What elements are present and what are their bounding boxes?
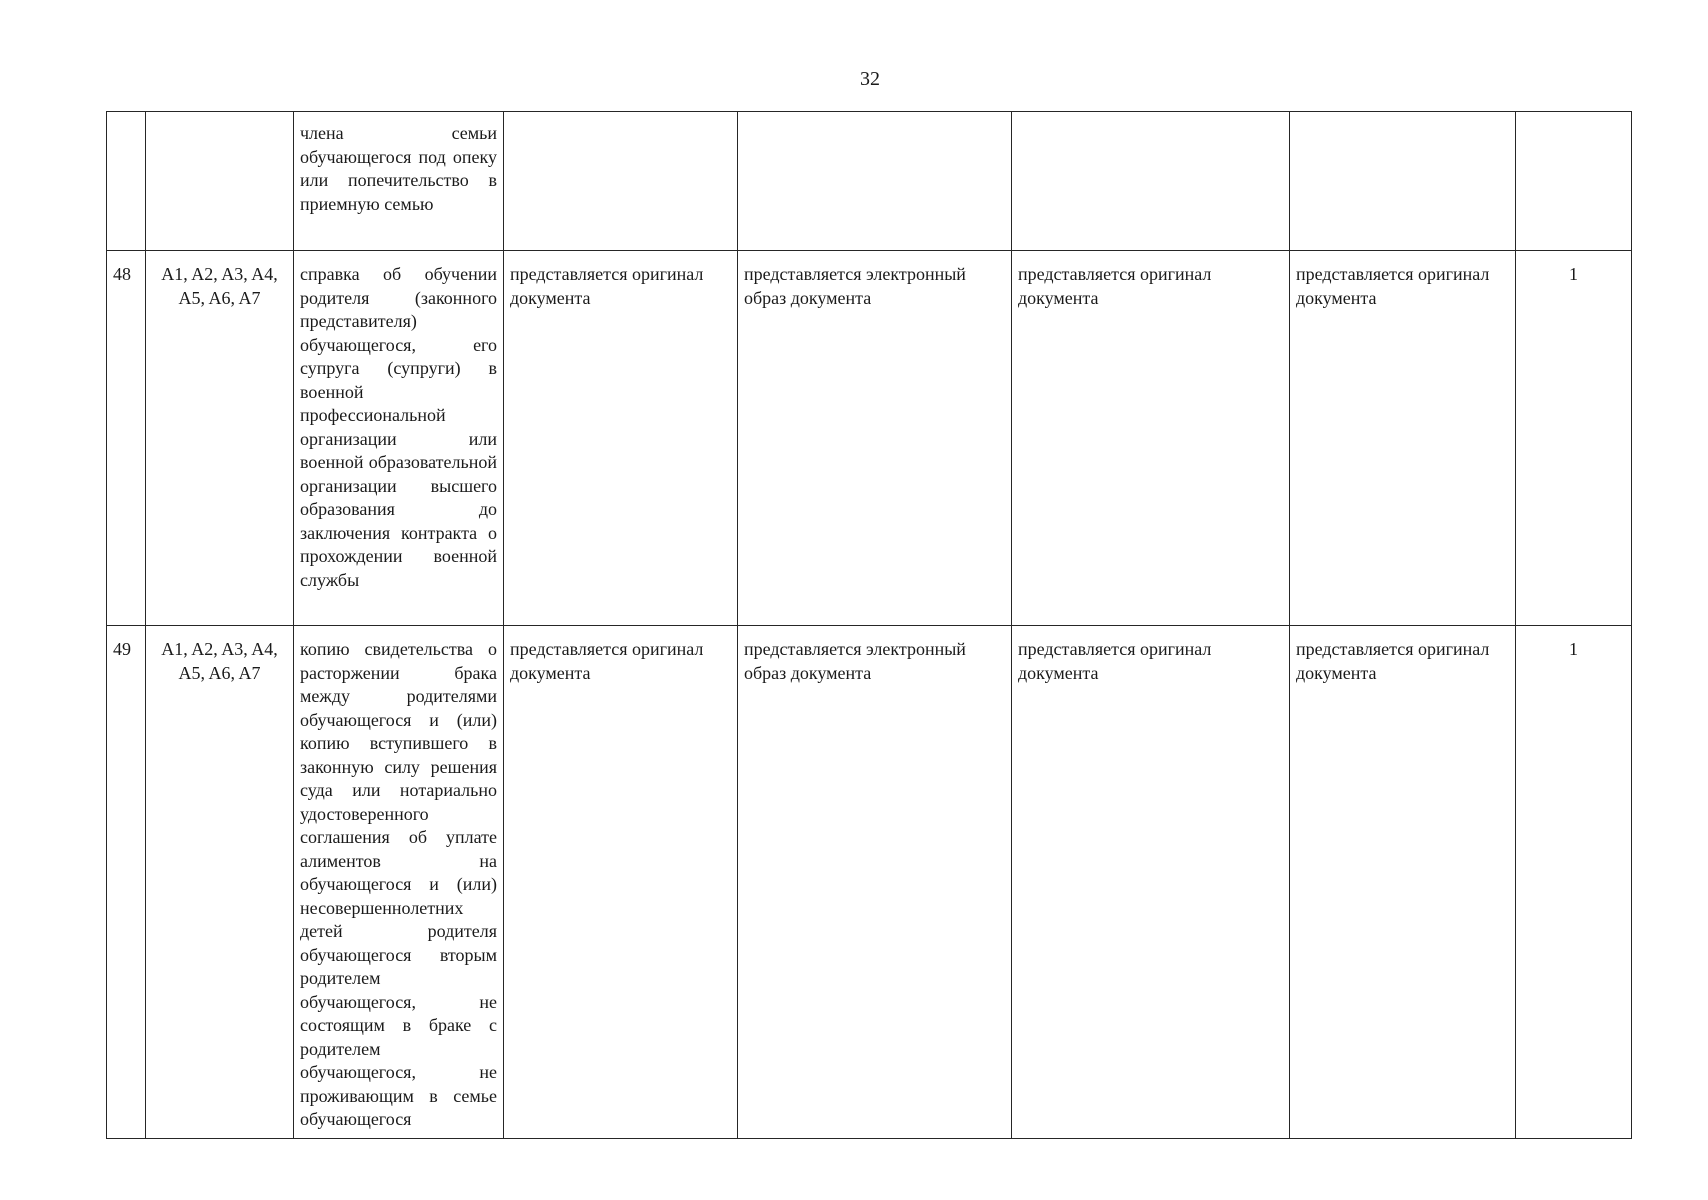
table-row-continuation bbox=[107, 112, 1632, 251]
table-row bbox=[107, 251, 1632, 626]
cell-col6: представляется оригинал документа bbox=[1012, 251, 1290, 626]
cell-col4: представляется оригинал документа bbox=[504, 251, 738, 626]
cell-col7: представляется оригинал документа bbox=[1290, 251, 1516, 626]
cell-description: члена семьи обучающегося под опеку или попечительство в приемную семью bbox=[294, 112, 504, 251]
cell-description: копию свидетельства о расторжении брака между родителями обучающегося и (или) копию вступившего в законную силу решения суда или нотариально удостоверенного соглашения об уплате алиментов на обучающегося и (или) несовершеннолетних детей родителя обучающегося вторым родителем обучающегося, не состоящим в браке с родителем обучающегося, не проживающим в семье обучающегося bbox=[294, 626, 504, 1139]
cell-description: справка об обучении родителя (законного представителя) обучающегося, его супруга (супруги) в военной профессиональной организации или военной образовательной организации высшего образования до заключения контракта о прохождении военной службы bbox=[294, 251, 504, 626]
cell-col5 bbox=[738, 112, 1012, 251]
cell-col6 bbox=[1012, 112, 1290, 251]
cell-col5: представляется электронный образ документа bbox=[738, 251, 1012, 626]
cell-number bbox=[107, 112, 146, 251]
cell-number: 49 bbox=[107, 626, 146, 1139]
cell-col5: представляется электронный образ документа bbox=[738, 626, 1012, 1139]
cell-count: 1 bbox=[1516, 251, 1632, 626]
cell-col7 bbox=[1290, 112, 1516, 251]
cell-codes: A1, A2, A3, A4, A5, A6, A7 bbox=[146, 626, 294, 1139]
cell-number: 48 bbox=[107, 251, 146, 626]
page-number: 32 bbox=[860, 68, 880, 90]
cell-codes: A1, A2, A3, A4, A5, A6, A7 bbox=[146, 251, 294, 626]
cell-col4 bbox=[504, 112, 738, 251]
cell-count bbox=[1516, 112, 1632, 251]
cell-count: 1 bbox=[1516, 626, 1632, 1139]
cell-codes bbox=[146, 112, 294, 251]
cell-col7: представляется оригинал документа bbox=[1290, 626, 1516, 1139]
table-row bbox=[107, 626, 1632, 1139]
cell-col4: представляется оригинал документа bbox=[504, 626, 738, 1139]
requirements-table bbox=[106, 111, 1632, 1139]
cell-col6: представляется оригинал документа bbox=[1012, 626, 1290, 1139]
